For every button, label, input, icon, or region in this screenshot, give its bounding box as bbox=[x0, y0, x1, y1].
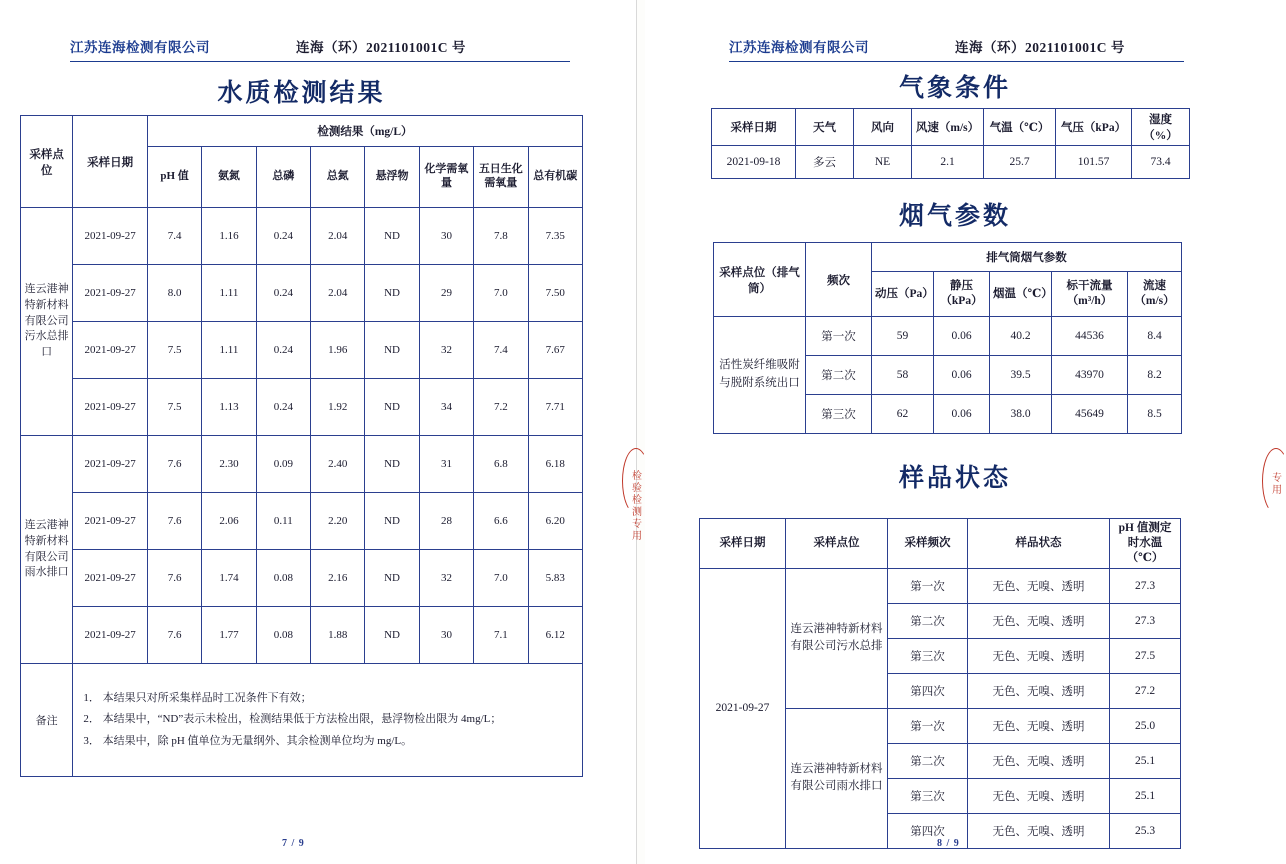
cell-sample-point-wastewater: 连云港神特新材料有限公司污水总排 bbox=[786, 568, 888, 708]
cell-toc: 7.67 bbox=[528, 322, 583, 379]
cell-tp: 0.24 bbox=[256, 379, 310, 436]
cell-bod: 7.1 bbox=[474, 607, 528, 664]
cell-ph: 7.5 bbox=[147, 379, 201, 436]
cell-wind-speed: 2.1 bbox=[912, 146, 984, 179]
cell-bod: 6.6 bbox=[474, 493, 528, 550]
cell-cod: 30 bbox=[419, 607, 473, 664]
cell-toc: 7.50 bbox=[528, 265, 583, 322]
note-line-2: 2． 本结果中，“ND”表示未检出，检测结果低于方法检出限，悬浮物检出限为 4mg/L； bbox=[83, 713, 502, 726]
cell-tn: 2.20 bbox=[311, 493, 365, 550]
cell-sample-state: 无色、无嗅、透明 bbox=[968, 673, 1110, 708]
cell-ss: ND bbox=[365, 322, 419, 379]
cell-ss: ND bbox=[365, 436, 419, 493]
cell-ammonia: 2.30 bbox=[202, 436, 256, 493]
cell-velocity: 8.2 bbox=[1128, 356, 1182, 395]
cell-static-pressure: 0.06 bbox=[934, 317, 990, 356]
cell-ph: 7.6 bbox=[147, 550, 201, 607]
cell-date: 2021-09-27 bbox=[73, 607, 148, 664]
water-quality-table bbox=[20, 115, 583, 777]
header-rule-left bbox=[70, 61, 570, 62]
cell-flue-temp: 38.0 bbox=[990, 395, 1052, 434]
stamp-text-right: 专用 bbox=[1269, 472, 1281, 496]
cell-flue-freq: 第三次 bbox=[806, 395, 872, 434]
cell-flue-point-name: 活性炭纤维吸附与脱附系统出口 bbox=[714, 317, 806, 434]
cell-toc: 6.18 bbox=[528, 436, 583, 493]
cell-ammonia: 2.06 bbox=[202, 493, 256, 550]
cell-ss: ND bbox=[365, 265, 419, 322]
cell-tp: 0.11 bbox=[256, 493, 310, 550]
cell-sample-state: 无色、无嗅、透明 bbox=[968, 708, 1110, 743]
cell-ammonia: 1.16 bbox=[202, 208, 256, 265]
cell-date: 2021-09-27 bbox=[73, 265, 148, 322]
cell-sample-date: 2021-09-27 bbox=[700, 568, 786, 848]
cell-sample-state: 无色、无嗅、透明 bbox=[968, 638, 1110, 673]
cell-sample-temp: 25.1 bbox=[1110, 778, 1181, 813]
cell-cod: 28 bbox=[419, 493, 473, 550]
cell-tn: 2.04 bbox=[311, 208, 365, 265]
note-line-3: 3． 本结果中，除 pH 值单位为无量纲外、其余检测单位均为 mg/L。 bbox=[83, 734, 413, 747]
cell-tn: 1.92 bbox=[311, 379, 365, 436]
cell-sample-point-rainwater: 连云港神特新材料有限公司雨水排口 bbox=[786, 708, 888, 848]
cell-ph: 7.6 bbox=[147, 607, 201, 664]
th-sampling-point: 采样点位 bbox=[21, 116, 73, 208]
left-page-header bbox=[70, 36, 570, 56]
cell-velocity: 8.5 bbox=[1128, 395, 1182, 434]
th-weather-condition: 天气 bbox=[796, 109, 854, 146]
cell-tn: 2.16 bbox=[311, 550, 365, 607]
cell-tn: 1.88 bbox=[311, 607, 365, 664]
cell-sample-state: 无色、无嗅、透明 bbox=[968, 603, 1110, 638]
th-wind-direction: 风向 bbox=[854, 109, 912, 146]
cell-toc: 7.71 bbox=[528, 379, 583, 436]
sample-status-table bbox=[699, 518, 1181, 849]
cell-tp: 0.24 bbox=[256, 265, 310, 322]
cell-ph: 7.6 bbox=[147, 493, 201, 550]
document-page-right bbox=[645, 0, 1286, 864]
cell-tp: 0.24 bbox=[256, 322, 310, 379]
stamp-text-left: 检验检测专用 bbox=[629, 470, 641, 542]
cell-air-temp: 25.7 bbox=[984, 146, 1056, 179]
th-toc: 总有机碳 bbox=[528, 147, 583, 208]
th-result-group: 检测结果（mg/L） bbox=[147, 116, 582, 147]
cell-toc: 5.83 bbox=[528, 550, 583, 607]
cell-toc: 6.20 bbox=[528, 493, 583, 550]
cell-dynamic-pressure: 58 bbox=[872, 356, 934, 395]
cell-humidity: 73.4 bbox=[1132, 146, 1190, 179]
cell-ammonia: 1.77 bbox=[202, 607, 256, 664]
page-title-water: 水质检测结果 bbox=[217, 78, 386, 107]
cell-sample-state: 无色、无嗅、透明 bbox=[968, 813, 1110, 848]
th-ph: pH 值 bbox=[147, 147, 201, 208]
cell-standard-flow: 45649 bbox=[1052, 395, 1128, 434]
th-total-nitrogen: 总氮 bbox=[311, 147, 365, 208]
th-static-pressure: 静压（kPa） bbox=[934, 272, 990, 317]
section-title-flue: 烟气参数 bbox=[898, 201, 1011, 230]
cell-bod: 6.8 bbox=[474, 436, 528, 493]
cell-cod: 34 bbox=[419, 379, 473, 436]
th-suspended-solids: 悬浮物 bbox=[365, 147, 419, 208]
th-bod5: 五日生化需氧量 bbox=[474, 147, 528, 208]
cell-cod: 32 bbox=[419, 322, 473, 379]
header-company-name-right: 江苏连海检测有限公司 bbox=[729, 40, 869, 55]
th-air-temp: 气温（℃） bbox=[984, 109, 1056, 146]
cell-ph: 7.5 bbox=[147, 322, 201, 379]
cell-velocity: 8.4 bbox=[1128, 317, 1182, 356]
page-number-right: 8 / 9 bbox=[937, 838, 960, 849]
page-number-left: 7 / 9 bbox=[282, 838, 305, 849]
cell-dynamic-pressure: 59 bbox=[872, 317, 934, 356]
th-ph-water-temp: pH 值测定时水温（℃） bbox=[1110, 519, 1181, 569]
cell-toc: 6.12 bbox=[528, 607, 583, 664]
cell-toc: 7.35 bbox=[528, 208, 583, 265]
flue-table-wrap bbox=[713, 242, 1182, 434]
cell-sample-temp: 25.0 bbox=[1110, 708, 1181, 743]
cell-ss: ND bbox=[365, 208, 419, 265]
cell-sample-freq: 第二次 bbox=[888, 743, 968, 778]
cell-flue-temp: 40.2 bbox=[990, 317, 1052, 356]
cell-sample-state: 无色、无嗅、透明 bbox=[968, 568, 1110, 603]
cell-date: 2021-09-27 bbox=[73, 550, 148, 607]
cell-cod: 31 bbox=[419, 436, 473, 493]
cell-tn: 2.40 bbox=[311, 436, 365, 493]
table-row-notes bbox=[21, 664, 583, 777]
cell-cod: 29 bbox=[419, 265, 473, 322]
sample-table-wrap bbox=[699, 518, 1181, 849]
cell-sample-freq: 第一次 bbox=[888, 708, 968, 743]
cell-sample-temp: 25.1 bbox=[1110, 743, 1181, 778]
cell-flue-freq: 第二次 bbox=[806, 356, 872, 395]
th-sample-point: 采样点位 bbox=[786, 519, 888, 569]
weather-table bbox=[711, 108, 1190, 179]
th-wind-speed: 风速（m/s） bbox=[912, 109, 984, 146]
table-row bbox=[21, 265, 583, 322]
cell-ph: 7.4 bbox=[147, 208, 201, 265]
cell-tp: 0.08 bbox=[256, 607, 310, 664]
cell-cod: 30 bbox=[419, 208, 473, 265]
cell-sample-temp: 27.3 bbox=[1110, 568, 1181, 603]
cell-sample-temp: 27.2 bbox=[1110, 673, 1181, 708]
cell-ss: ND bbox=[365, 379, 419, 436]
th-sample-state: 样品状态 bbox=[968, 519, 1110, 569]
table-row bbox=[712, 146, 1190, 179]
th-air-pressure: 气压（kPa） bbox=[1056, 109, 1132, 146]
cell-sample-freq: 第一次 bbox=[888, 568, 968, 603]
cell-sample-state: 无色、无嗅、透明 bbox=[968, 743, 1110, 778]
cell-tp: 0.08 bbox=[256, 550, 310, 607]
table-row bbox=[21, 493, 583, 550]
cell-bod: 7.2 bbox=[474, 379, 528, 436]
cell-note-label: 备注 bbox=[21, 664, 73, 777]
cell-bod: 7.8 bbox=[474, 208, 528, 265]
cell-sample-freq: 第四次 bbox=[888, 673, 968, 708]
cell-bod: 7.0 bbox=[474, 265, 528, 322]
cell-flue-freq: 第一次 bbox=[806, 317, 872, 356]
cell-tn: 2.04 bbox=[311, 265, 365, 322]
header-report-code-right: 连海（环）2021101001C 号 bbox=[955, 40, 1125, 55]
table-row bbox=[700, 568, 1181, 603]
cell-tn: 1.96 bbox=[311, 322, 365, 379]
th-velocity: 流速（m/s） bbox=[1128, 272, 1182, 317]
cell-wind-direction: NE bbox=[854, 146, 912, 179]
cell-date: 2021-09-27 bbox=[73, 379, 148, 436]
cell-sample-freq: 第四次 bbox=[888, 813, 968, 848]
th-sampling-date: 采样日期 bbox=[73, 116, 148, 208]
table-row bbox=[21, 322, 583, 379]
cell-cod: 32 bbox=[419, 550, 473, 607]
cell-date: 2021-09-27 bbox=[73, 208, 148, 265]
table-row bbox=[21, 607, 583, 664]
section-title-weather: 气象条件 bbox=[898, 73, 1011, 102]
cell-standard-flow: 43970 bbox=[1052, 356, 1128, 395]
cell-ph: 8.0 bbox=[147, 265, 201, 322]
table-row bbox=[21, 208, 583, 265]
cell-point-wastewater: 连云港神特新材料有限公司污水总排口 bbox=[21, 208, 73, 436]
cell-static-pressure: 0.06 bbox=[934, 356, 990, 395]
cell-sample-freq: 第二次 bbox=[888, 603, 968, 638]
header-rule-right bbox=[729, 61, 1184, 62]
cell-ammonia: 1.74 bbox=[202, 550, 256, 607]
cell-ss: ND bbox=[365, 550, 419, 607]
cell-sample-temp: 25.3 bbox=[1110, 813, 1181, 848]
water-quality-table-wrap bbox=[20, 115, 583, 777]
flue-gas-table bbox=[713, 242, 1182, 434]
th-flue-freq: 频次 bbox=[806, 243, 872, 317]
table-row bbox=[21, 436, 583, 493]
cell-ammonia: 1.11 bbox=[202, 322, 256, 379]
th-sample-date: 采样日期 bbox=[700, 519, 786, 569]
cell-ss: ND bbox=[365, 607, 419, 664]
cell-bod: 7.0 bbox=[474, 550, 528, 607]
cell-flue-temp: 39.5 bbox=[990, 356, 1052, 395]
cell-sample-freq: 第三次 bbox=[888, 638, 968, 673]
right-page-header bbox=[729, 36, 1229, 56]
note-line-1: 1． 本结果只对所采集样品时工况条件下有效； bbox=[83, 691, 312, 704]
weather-table-wrap bbox=[711, 108, 1190, 179]
cell-note-body bbox=[73, 664, 583, 777]
table-row bbox=[21, 550, 583, 607]
cell-sample-state: 无色、无嗅、透明 bbox=[968, 778, 1110, 813]
th-dynamic-pressure: 动压（Pa） bbox=[872, 272, 934, 317]
cell-standard-flow: 44536 bbox=[1052, 317, 1128, 356]
document-page-left bbox=[0, 0, 637, 864]
cell-dynamic-pressure: 62 bbox=[872, 395, 934, 434]
cell-tp: 0.24 bbox=[256, 208, 310, 265]
header-company-name: 江苏连海检测有限公司 bbox=[70, 40, 210, 55]
cell-ammonia: 1.11 bbox=[202, 265, 256, 322]
cell-ss: ND bbox=[365, 493, 419, 550]
th-sample-freq: 采样频次 bbox=[888, 519, 968, 569]
cell-weather-date: 2021-09-18 bbox=[712, 146, 796, 179]
cell-sample-temp: 27.3 bbox=[1110, 603, 1181, 638]
th-flue-point: 采样点位（排气筒） bbox=[714, 243, 806, 317]
th-flue-temp: 烟温（℃） bbox=[990, 272, 1052, 317]
th-flue-group: 排气筒烟气参数 bbox=[872, 243, 1182, 272]
cell-sample-freq: 第三次 bbox=[888, 778, 968, 813]
cell-tp: 0.09 bbox=[256, 436, 310, 493]
cell-bod: 7.4 bbox=[474, 322, 528, 379]
cell-point-rainwater: 连云港神特新材料有限公司雨水排口 bbox=[21, 436, 73, 664]
th-weather-date: 采样日期 bbox=[712, 109, 796, 146]
cell-ammonia: 1.13 bbox=[202, 379, 256, 436]
th-standard-flow: 标干流量（m³/h） bbox=[1052, 272, 1128, 317]
table-row bbox=[714, 317, 1182, 356]
th-ammonia: 氨氮 bbox=[202, 147, 256, 208]
th-total-phosphorus: 总磷 bbox=[256, 147, 310, 208]
cell-static-pressure: 0.06 bbox=[934, 395, 990, 434]
section-title-sample: 样品状态 bbox=[898, 463, 1011, 492]
cell-weather-condition: 多云 bbox=[796, 146, 854, 179]
header-report-code: 连海（环）2021101001C 号 bbox=[296, 40, 466, 55]
cell-ph: 7.6 bbox=[147, 436, 201, 493]
cell-sample-temp: 27.5 bbox=[1110, 638, 1181, 673]
th-humidity: 湿度（%） bbox=[1132, 109, 1190, 146]
cell-air-pressure: 101.57 bbox=[1056, 146, 1132, 179]
cell-date: 2021-09-27 bbox=[73, 322, 148, 379]
table-row bbox=[21, 379, 583, 436]
cell-date: 2021-09-27 bbox=[73, 436, 148, 493]
th-cod: 化学需氧量 bbox=[419, 147, 473, 208]
cell-date: 2021-09-27 bbox=[73, 493, 148, 550]
